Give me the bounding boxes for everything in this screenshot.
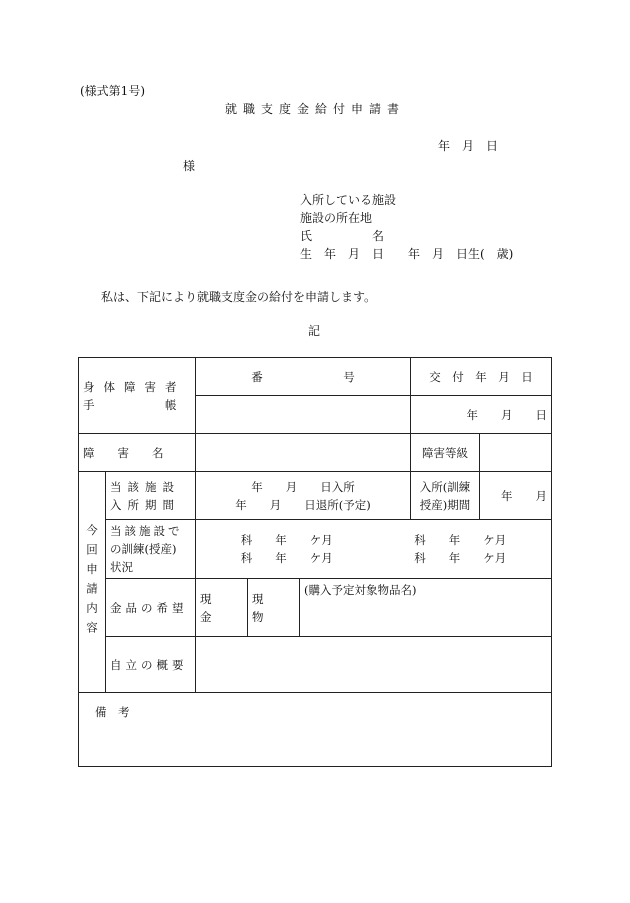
training-period-label [411,472,480,520]
name-label[interactable]: 氏 名 [300,229,385,243]
training-period-label-line-2: 授産)期間 [419,497,471,512]
training-course-2[interactable]: 科 年 ケ月 [414,533,507,547]
facility-address-label[interactable]: 施設の所在地 [300,211,373,225]
goods-wish-label: 金品の希望 [106,579,196,637]
document-title: 就職支度金給付申請書 [225,102,406,116]
independence-input[interactable] [196,637,552,693]
disability-name-input[interactable] [196,434,411,472]
number-input[interactable] [196,396,411,434]
admission-date-line[interactable]: 年 月 日入所 [251,479,355,494]
training-period-input[interactable]: 年 月 [480,472,552,520]
number-label: 番 号 [196,358,411,396]
purchase-items-label: (購入予定対象物品名) [304,583,417,597]
training-course-4[interactable]: 科 年 ケ月 [414,551,507,565]
stay-period-label-line-1: 当該施設 [110,479,180,494]
applicant-info-block [300,191,513,263]
stay-period-label-line-2: 入所期間 [110,497,180,512]
remarks-label: 備 考 [95,705,130,719]
training-period-label-line-1: 入所(訓練 [419,479,471,494]
application-statement: 私は、下記により就職支度金の給付を申請します。 [101,290,377,304]
current-application-label: 今回申請内容 [79,472,106,693]
training-status-label-line-3: 状況 [110,560,133,574]
issue-date-label: 交 付 年 月 日 [411,358,552,396]
discharge-date-line[interactable]: 年 月 日退所(予定) [235,497,371,512]
independence-label: 自立の概要 [106,637,196,693]
birthdate-label[interactable]: 生 年 月 日 年 月 日生( 歳) [300,247,514,261]
goods-option[interactable]: 現 物 [248,579,300,637]
training-status-row-1 [200,531,547,549]
training-status-row-2 [200,549,547,567]
cash-option[interactable]: 現 金 [196,579,248,637]
addressee-suffix: 様 [183,159,196,173]
issue-date-input[interactable]: 年 月 日 [411,396,552,434]
disability-name-label: 障 害 名 [79,434,196,472]
application-date[interactable]: 年 月 日 [438,139,499,153]
training-status-input[interactable] [196,520,552,579]
ki-heading: 記 [308,324,321,338]
form-number: (様式第1号) [80,84,145,98]
training-status-label [106,520,196,579]
training-course-3[interactable]: 科 年 ケ月 [240,551,333,565]
handbook-label-cell [79,358,196,434]
stay-period-input[interactable] [196,472,411,520]
remarks-cell[interactable] [79,693,552,767]
handbook-label-line-2: 手 帳 [83,397,186,412]
stay-period-label [106,472,196,520]
facility-label[interactable]: 入所している施設 [300,193,397,207]
training-course-1[interactable]: 科 年 ケ月 [240,533,333,547]
handbook-label-line-1: 身体障害者 [83,379,186,394]
training-status-label-line-2: の訓練(授産) [110,542,177,556]
disability-grade-input[interactable] [480,434,552,472]
purchase-items-cell[interactable] [300,579,552,637]
disability-grade-label: 障害等級 [411,434,480,472]
application-form-table [78,357,552,767]
training-status-label-line-1: 当該施設で [110,524,183,538]
